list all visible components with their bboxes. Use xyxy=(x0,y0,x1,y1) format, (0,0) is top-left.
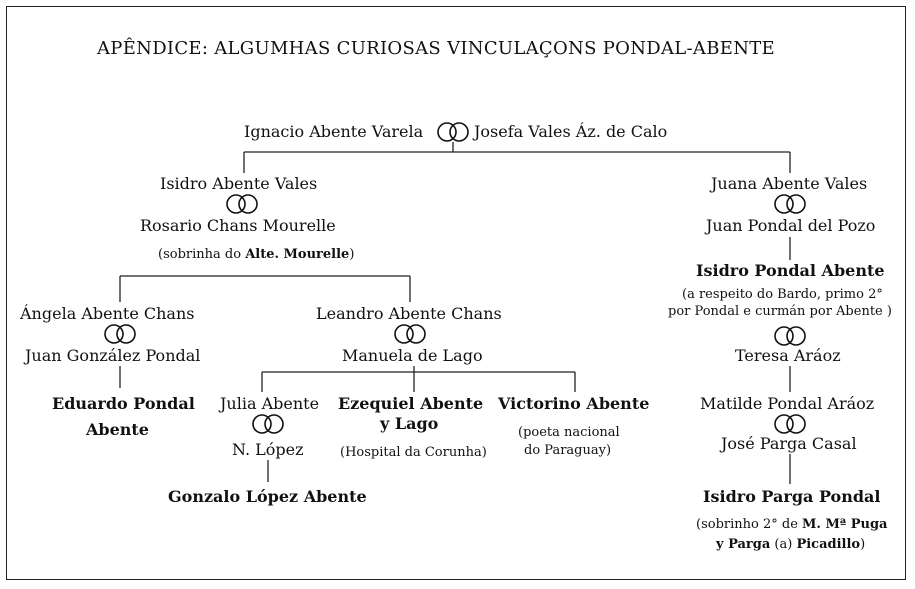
isidro-parga-note-line1: (sobrinho 2° de M. Mª Puga xyxy=(696,517,888,532)
marriage-rings-icon-leandro xyxy=(395,325,425,343)
isidro-pondal-abente: Isidro Pondal Abente xyxy=(696,261,885,280)
juan-pondal-del-pozo: Juan Pondal del Pozo xyxy=(706,216,876,235)
marriage-rings-icon-isidro xyxy=(227,195,257,213)
marriage-rings-icon-julia xyxy=(253,415,283,433)
rosario-chans-mourelle: Rosario Chans Mourelle xyxy=(140,216,336,235)
ezequiel-note: (Hospital da Corunha) xyxy=(340,445,487,460)
victorino-note-line1: (poeta nacional xyxy=(518,425,620,440)
juana-abente-vales: Juana Abente Vales xyxy=(711,174,868,193)
isidro-pondal-note-line1: (a respeito do Bardo, primo 2° xyxy=(682,287,883,302)
marriage-rings-icon-angela xyxy=(105,325,135,343)
julia-abente: Julia Abente xyxy=(220,394,320,413)
gonzalo-lopez-abente: Gonzalo López Abente xyxy=(168,487,367,506)
teresa-araoz: Teresa Aráoz xyxy=(735,346,841,365)
root-wife: Josefa Vales Áz. de Calo xyxy=(474,122,668,141)
isidro-abente-vales: Isidro Abente Vales xyxy=(160,174,318,193)
ezequiel-abente-line2: y Lago xyxy=(380,414,439,433)
root-husband: Ignacio Abente Varela xyxy=(244,122,424,141)
rosario-note: (sobrinha do Alte. Mourelle) xyxy=(158,247,355,262)
marriage-rings-icon-root xyxy=(438,123,468,141)
marriage-rings-icon-isidro-pondal xyxy=(775,327,805,345)
victorino-note-line2: do Paraguay) xyxy=(524,443,612,458)
n-lopez: N. López xyxy=(232,440,304,459)
eduardo-pondal-line2: Abente xyxy=(86,420,149,439)
isidro-parga-pondal: Isidro Parga Pondal xyxy=(703,487,881,506)
isidro-parga-note-line2: y Parga (a) Picadillo) xyxy=(716,537,866,552)
jose-parga-casal: José Parga Casal xyxy=(721,434,857,453)
isidro-pondal-note-line2: por Pondal e curmán por Abente ) xyxy=(668,304,892,319)
eduardo-pondal-line1: Eduardo Pondal xyxy=(52,394,195,413)
ezequiel-abente-line1: Ezequiel Abente xyxy=(338,394,484,413)
page-title: APÊNDICE: ALGUMHAS CURIOSAS VINCULAÇONS PONDAL-ABENTE xyxy=(97,38,775,59)
matilde-pondal-araoz: Matilde Pondal Aráoz xyxy=(700,394,875,413)
manuela-de-lago: Manuela de Lago xyxy=(342,346,483,365)
victorino-abente: Victorino Abente xyxy=(498,394,650,413)
angela-abente-chans: Ángela Abente Chans xyxy=(20,304,195,323)
leandro-abente-chans: Leandro Abente Chans xyxy=(316,304,502,323)
marriage-rings-icon-juana xyxy=(775,195,805,213)
marriage-rings-icon-matilde xyxy=(775,415,805,433)
juan-gonzalez-pondal: Juan González Pondal xyxy=(25,346,201,365)
